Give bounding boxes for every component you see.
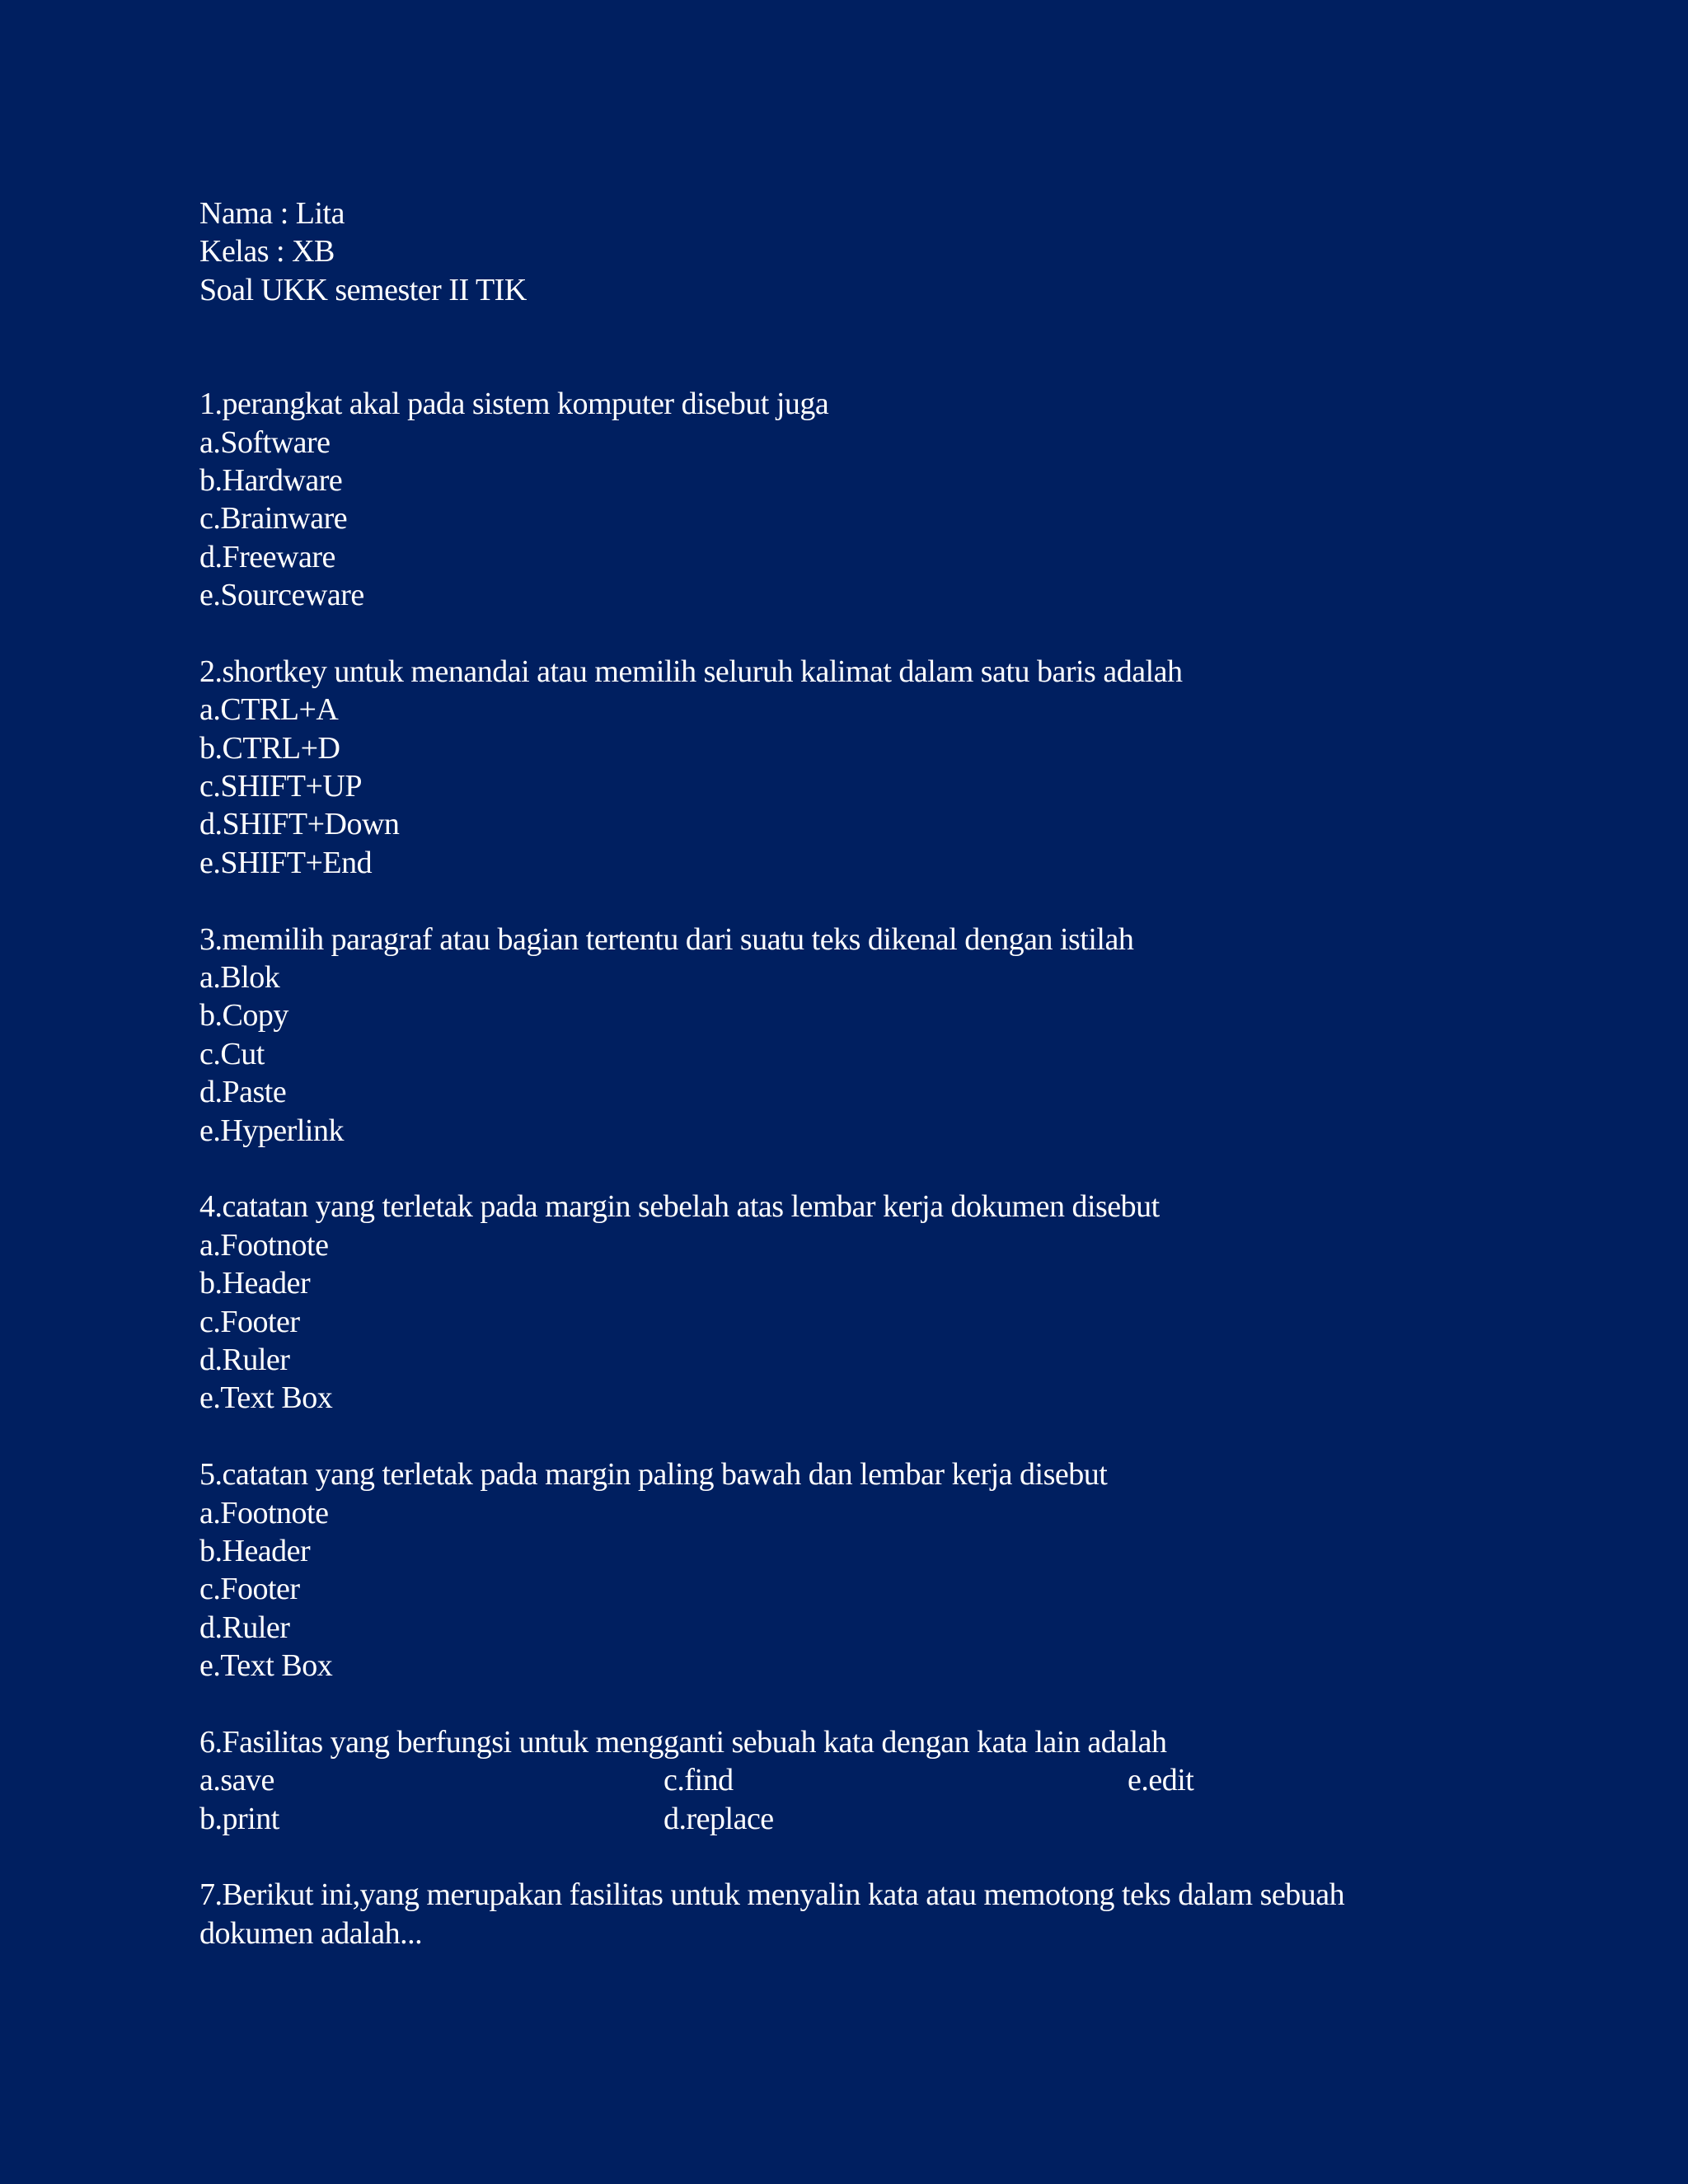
question-5 [199, 1455, 1535, 1685]
option: c.Cut [199, 1036, 265, 1071]
option: a.Footnote [199, 1227, 329, 1263]
question-text: 1.perangkat akal pada sistem komputer disebut juga [199, 387, 829, 422]
exam-title: Soal UKK semester II TIK [199, 272, 527, 307]
option: c.Brainware [199, 501, 348, 537]
option: d.SHIFT+Down [199, 807, 400, 842]
question-text: 3.memilih paragraf atau bagian tertentu dari suatu teks dikenal dengan istilah [199, 921, 1134, 957]
question-7 [199, 1876, 1535, 1952]
option: d.Freeware [199, 539, 335, 574]
question-3 [199, 921, 1535, 1150]
option: a.CTRL+A [199, 692, 339, 728]
question-text-continued: dokumen adalah... [199, 1915, 423, 1951]
option: c.Footer [199, 1572, 300, 1607]
option: b.print [199, 1801, 279, 1836]
option: a.Footnote [199, 1495, 329, 1530]
document-body [199, 194, 1535, 1952]
option: b.CTRL+D [199, 730, 340, 766]
option: d.replace [663, 1801, 774, 1836]
option: b.Copy [199, 998, 288, 1033]
option: e.Text Box [199, 1380, 333, 1416]
option: b.Header [199, 1533, 311, 1568]
option: e.edit [1128, 1763, 1194, 1798]
option: e.Text Box [199, 1648, 333, 1684]
student-name: Nama : Lita [199, 196, 345, 231]
question-1 [199, 385, 1535, 614]
option: d.Ruler [199, 1342, 290, 1377]
question-text: 4.catatan yang terletak pada margin sebelah atas lembar kerja dokumen disebut [199, 1189, 1160, 1225]
option: c.find [663, 1763, 734, 1798]
option: a.Software [199, 424, 331, 460]
option: d.Paste [199, 1075, 287, 1110]
option: a.save [199, 1763, 274, 1798]
question-6 [199, 1723, 1535, 1838]
option: c.SHIFT+UP [199, 769, 362, 804]
question-2 [199, 653, 1535, 882]
question-text: 2.shortkey untuk menandai atau memilih seluruh kalimat dalam satu baris adalah [199, 654, 1183, 689]
option: a.Blok [199, 960, 280, 996]
student-class: Kelas : XB [199, 234, 335, 269]
question-text: 5.catatan yang terletak pada margin paling bawah dan lembar kerja disebut [199, 1457, 1108, 1493]
option: e.Sourceware [199, 578, 364, 613]
option: b.Hardware [199, 462, 343, 498]
options-grid [199, 1761, 1535, 1838]
question-text: 6.Fasilitas yang berfungsi untuk mengganti sebuah kata dengan kata lain adalah [199, 1724, 1167, 1760]
option: e.Hyperlink [199, 1113, 344, 1148]
option: d.Ruler [199, 1610, 290, 1645]
option: b.Header [199, 1266, 311, 1301]
option: e.SHIFT+End [199, 845, 373, 880]
question-4 [199, 1188, 1535, 1417]
question-text: 7.Berikut ini,yang merupakan fasilitas untuk menyalin kata atau memotong teks dalam sebuah [199, 1877, 1345, 1913]
option: c.Footer [199, 1304, 300, 1339]
